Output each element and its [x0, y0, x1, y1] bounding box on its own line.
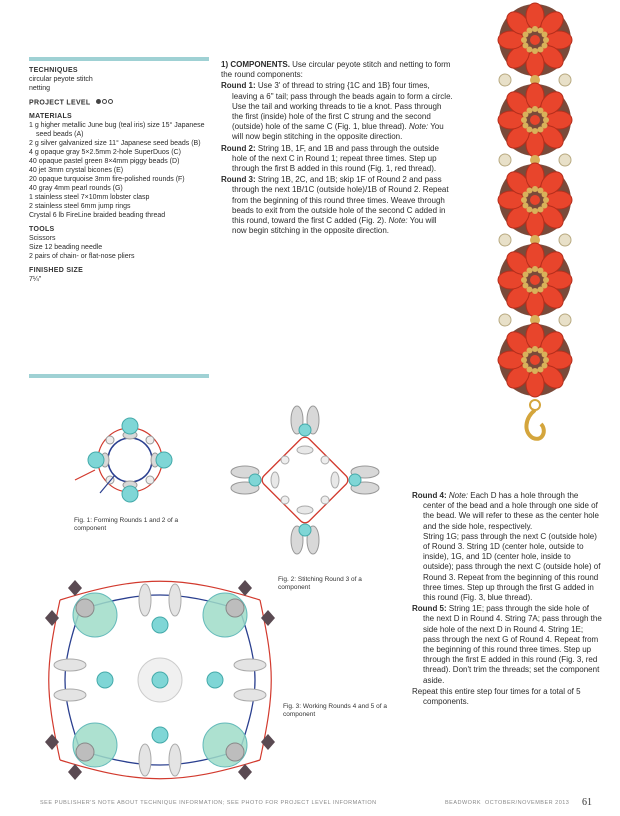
gold-seed-bead — [532, 128, 538, 134]
round-label: Round 2: — [221, 143, 256, 153]
material-item: 4 g opaque gray 5×2.5mm 2-hole SuperDuos (C) — [29, 149, 181, 157]
tool-item: Scissors — [29, 235, 56, 243]
gold-seed-bead — [543, 37, 549, 43]
page-number: 61 — [582, 797, 592, 808]
round-5 — [412, 604, 602, 686]
figure-2-caption: Fig. 2: Stitching Round 3 of a component — [278, 576, 362, 591]
gold-seed-bead — [532, 48, 538, 54]
gold-seed-bead — [543, 117, 549, 123]
gold-seed-bead — [542, 272, 548, 278]
finished-size-value: 7¼" — [29, 276, 42, 284]
round-text: String 1B, 2C, and 1B; skip 1F of Round 2 and pass through the next 1B/1C (outside hole)/1B of Round 2. Repeat from the beginning of this round three times. Weave through beads to exit from the outside hole of the second C added in this round, toward the first C added (Fig. 2). — [232, 175, 449, 226]
gold-seed-bead — [532, 346, 538, 352]
step-intro: Use circular peyote stitch and netting to form the round components: — [221, 60, 451, 80]
round-label: Round 5: — [412, 604, 447, 614]
gold-seed-bead — [527, 107, 533, 113]
gold-seed-bead — [521, 277, 527, 283]
repeat-instruction: Repeat this entire step four times for a total of 5 components. — [412, 686, 581, 707]
material-item: 40 gray 4mm pearl rounds (G) — [29, 185, 123, 193]
material-item: 1 stainless steel 7×10mm lobster clasp — [29, 194, 150, 202]
step-heading — [221, 60, 453, 80]
gold-seed-bead — [527, 267, 533, 273]
technique-item: circular peyote stitch — [29, 76, 93, 83]
gold-seed-bead — [521, 37, 527, 43]
techniques-heading: TECHNIQUES — [29, 67, 78, 74]
material-item: 40 jet 3mm crystal bicones (E) — [29, 167, 124, 175]
round-text: Use 3' of thread to string {1C and 1B} four times, leaving a 6" tail; pass through the beads again to form a circle. Use the tail and working threads to tie a knot. Pass through the first (inside) hole of the first C strung and the second (outside) hole of the same C (Fig. 1, blue thread). — [232, 81, 453, 132]
tool-item: Size 12 beading needle — [29, 244, 103, 252]
material-item: 2 g silver galvanized size 11° Japanese seed beads (B) — [29, 140, 201, 148]
figure-1-caption: Fig. 1: Forming Rounds 1 and 2 of a component — [74, 517, 179, 532]
material-item: Crystal 6 lb FireLine braided beading thread — [29, 212, 166, 220]
gold-seed-bead — [522, 363, 528, 369]
fig3-beads — [45, 580, 275, 780]
gold-seed-bead — [522, 43, 528, 49]
instructions-column-2 — [412, 491, 602, 708]
level-dot-empty — [102, 99, 107, 104]
material-item: 40 opaque pastel green 8×4mm piggy beads (D) — [29, 158, 180, 166]
instructions-column — [221, 60, 453, 237]
gold-seed-bead — [543, 357, 549, 363]
material-item: 2 stainless steel 6mm jump rings — [29, 203, 131, 211]
project-level-label: PROJECT LEVEL — [29, 99, 91, 107]
gold-seed-bead — [532, 26, 538, 32]
round-label: Round 4: — [412, 491, 447, 500]
gold-seed-bead — [538, 207, 544, 213]
round-text: String 1G; pass through the next C (outside hole) of Round 3. String 1D (center hole, outside to inside), 1G, and 1D (center hole, inside to outside); pass through the next C (outside hole) of Round 3. Repeat from the beginning of this round three times. Step up through the first G added in this round (Fig. 3, blue thread). — [423, 531, 601, 603]
gold-seed-bead — [522, 283, 528, 289]
round-label: Round 1: — [221, 81, 256, 91]
round-2 — [221, 144, 453, 175]
pearl-bead — [499, 154, 511, 166]
gold-seed-bead — [543, 197, 549, 203]
project-level-heading — [29, 98, 214, 107]
gold-seed-bead — [542, 192, 548, 198]
gold-seed-bead — [538, 47, 544, 53]
material-item: 1 g higher metallic June bug (teal iris) size 15° Japanese seed beads (A) — [29, 122, 205, 139]
gold-seed-bead — [532, 186, 538, 192]
material-item: 20 opaque turquoise 3mm fire-polished rounds (F) — [29, 176, 185, 184]
gold-seed-bead — [538, 127, 544, 133]
pearl-bead — [499, 74, 511, 86]
bottom-rule — [29, 374, 209, 378]
center-bead — [530, 195, 540, 205]
gold-seed-bead — [538, 287, 544, 293]
step-title: COMPONENTS. — [230, 60, 290, 69]
gold-seed-bead — [542, 352, 548, 358]
note-label: Note: — [448, 491, 469, 500]
note-text: You will now begin stitching in the opposite direction. — [232, 216, 437, 236]
round-4 — [412, 491, 602, 603]
center-bead — [530, 275, 540, 285]
note-label: Note: — [388, 216, 408, 226]
tool-item: 2 pairs of chain- or flat-nose pliers — [29, 253, 135, 261]
footer-issue: OCTOBER/NOVEMBER 2013 — [485, 800, 570, 806]
materials-heading: MATERIALS — [29, 113, 73, 121]
note-label: Note: — [409, 122, 429, 132]
center-bead — [530, 355, 540, 365]
footer-magazine: BEADWORK — [445, 800, 482, 806]
note-text: Each D has a hole through the center of the bead and a hole through one side of the bead. We will refer to these as the center hole and the side hole, respectively. — [423, 491, 599, 531]
bracelet-photo — [455, 0, 615, 450]
technique-item: netting — [29, 85, 51, 92]
gold-seed-bead — [532, 106, 538, 112]
gold-seed-bead — [527, 187, 533, 193]
top-rule — [29, 57, 209, 61]
gold-seed-bead — [542, 32, 548, 38]
round-1 — [221, 81, 453, 142]
level-dot-empty — [108, 99, 113, 104]
gold-seed-bead — [543, 277, 549, 283]
bracelet-beads — [498, 3, 572, 397]
gold-seed-bead — [527, 347, 533, 353]
level-dot-filled — [96, 99, 101, 104]
tools-heading: TOOLS — [29, 226, 55, 234]
round-text: String 1E; pass through the side hole of the next D in Round 4. String 7A; pass through the side hole of the next D in Round 4. String 1E; pass through the next G of Round 4. Repeat from the beginning of this round three times. Step up through the first E added in this round (Fig. 3, red thread). Don't trim the threads; set the component aside. — [423, 604, 602, 685]
lobster-clasp — [526, 400, 543, 439]
gold-seed-bead — [532, 288, 538, 294]
gold-seed-bead — [522, 123, 528, 129]
center-bead — [530, 35, 540, 45]
figure-3-caption: Fig. 3: Working Rounds 4 and 5 of a component — [283, 703, 387, 718]
gold-seed-bead — [527, 27, 533, 33]
pearl-bead — [499, 234, 511, 246]
pearl-bead — [559, 154, 571, 166]
gold-seed-bead — [521, 197, 527, 203]
pearl-bead — [499, 314, 511, 326]
finished-size-heading: FINISHED SIZE — [29, 267, 84, 275]
footer-note: SEE PUBLISHER'S NOTE ABOUT TECHNIQUE INFORMATION; SEE PHOTO FOR PROJECT LEVEL INFORMATION — [40, 800, 377, 806]
gold-seed-bead — [522, 203, 528, 209]
note-text: You will now begin stitching in the opposite direction. — [232, 122, 444, 142]
project-level-dots — [96, 98, 114, 107]
gold-seed-bead — [521, 357, 527, 363]
round-label: Round 3: — [221, 175, 256, 185]
step-number: 1) — [221, 60, 229, 69]
round-3 — [221, 175, 453, 236]
gold-seed-bead — [532, 368, 538, 374]
fig1-beads — [75, 418, 172, 502]
gold-seed-bead — [532, 208, 538, 214]
figure-1-diagram — [70, 415, 190, 515]
gold-seed-bead — [542, 112, 548, 118]
gold-seed-bead — [538, 367, 544, 373]
pearl-bead — [559, 74, 571, 86]
pearl-bead — [559, 314, 571, 326]
materials-sidebar — [29, 66, 214, 284]
figure-3-diagram — [40, 570, 280, 790]
figure-2-diagram — [225, 400, 385, 570]
gold-seed-bead — [532, 266, 538, 272]
fig2-beads — [231, 406, 379, 554]
round-text: String 1B, 1F, and 1B and pass through the outside hole of the next C in Round 1; repeat three times. Step up through the first B added in this round (Fig. 1, red thread). — [232, 143, 439, 174]
center-bead — [530, 115, 540, 125]
gold-seed-bead — [521, 117, 527, 123]
pearl-bead — [559, 234, 571, 246]
